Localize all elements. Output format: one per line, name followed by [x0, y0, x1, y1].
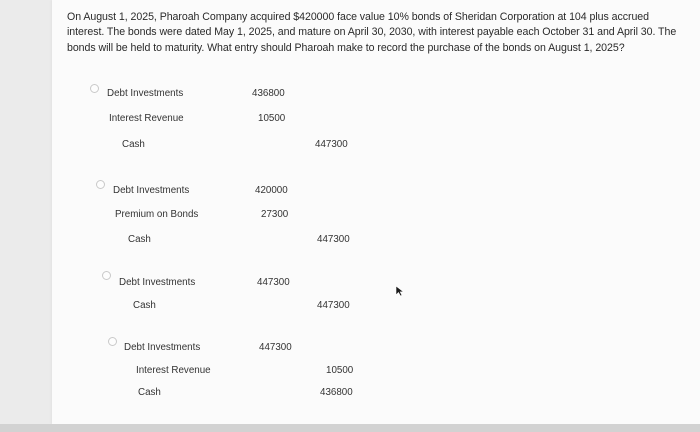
option-b-line-2-debit: 27300 — [261, 209, 289, 220]
option-d-line-3-credit: 436800 — [320, 387, 353, 398]
option-b-line-2-account: Premium on Bonds — [115, 209, 199, 220]
radio-button-a[interactable] — [90, 84, 99, 93]
radio-button-c[interactable] — [102, 271, 111, 280]
bottom-strip — [0, 424, 700, 432]
question-text: On August 1, 2025, Pharoah Company acquired $420000 face value 10% bonds of Sheridan Corporation at 104 plus accrued interest. The bonds were dated May 1, 2025, and mature on April 30, 2030, with interest payable each October 31 and April 30. The bonds will be held to maturity. What entry should Pharoah make to record the purchase of the bonds on August 1, 2025? — [67, 11, 677, 54]
option-c-line-1-debit: 447300 — [257, 277, 290, 288]
option-a-line-1-account: Debt Investments — [107, 88, 184, 99]
option-c-line-2-account: Cash — [133, 300, 156, 311]
option-d-line-1-debit: 447300 — [259, 342, 292, 353]
option-b-line-1-debit: 420000 — [255, 185, 288, 196]
option-a-line-2-account: Interest Revenue — [109, 113, 184, 124]
option-d-line-2-account: Interest Revenue — [136, 365, 211, 376]
option-b-line-1-account: Debt Investments — [113, 185, 190, 196]
option-a-line-1-debit: 436800 — [252, 88, 285, 99]
option-a-line-3-credit: 447300 — [315, 139, 348, 150]
mouse-pointer-icon — [395, 285, 405, 297]
option-c-line-2-credit: 447300 — [317, 300, 350, 311]
option-d-line-1-account: Debt Investments — [124, 342, 201, 353]
option-d-line-3-account: Cash — [138, 387, 161, 398]
option-a-line-2-debit: 10500 — [258, 113, 286, 124]
radio-button-b[interactable] — [96, 180, 105, 189]
radio-button-d[interactable] — [108, 337, 117, 346]
option-b-line-3-credit: 447300 — [317, 234, 350, 245]
option-b-line-3-account: Cash — [128, 234, 151, 245]
option-c-line-1-account: Debt Investments — [119, 277, 196, 288]
option-d-line-2-credit: 10500 — [326, 365, 354, 376]
option-a-line-3-account: Cash — [122, 139, 145, 150]
